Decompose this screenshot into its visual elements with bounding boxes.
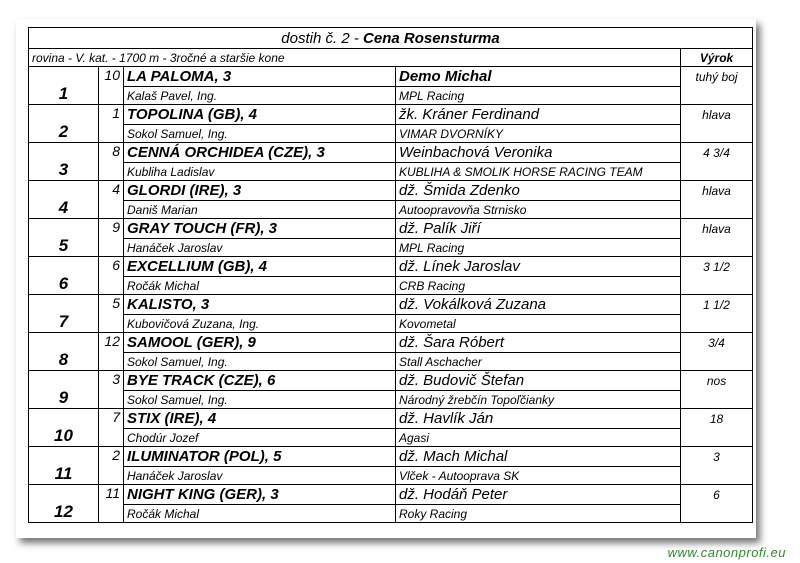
margin-value: 3/4 bbox=[681, 333, 753, 353]
rider-name: dž. Palík Jiří bbox=[396, 219, 681, 239]
result-detail-row bbox=[29, 239, 753, 257]
result-row bbox=[29, 219, 753, 239]
owner-name: KUBLIHA & SMOLIK HORSE RACING TEAM bbox=[396, 163, 681, 181]
margin-value: hlava bbox=[681, 219, 753, 239]
race-title-name: Cena Rosensturma bbox=[363, 29, 500, 47]
trainer-name: Hanáček Jaroslav bbox=[124, 239, 396, 257]
margin-spacer bbox=[681, 429, 753, 447]
place-number: 7 bbox=[29, 295, 99, 333]
start-number: 11 bbox=[99, 485, 124, 523]
place-number: 9 bbox=[29, 371, 99, 409]
margin-value: 3 1/2 bbox=[681, 257, 753, 277]
result-detail-row bbox=[29, 163, 753, 181]
result-detail-row bbox=[29, 277, 753, 295]
trainer-name: Hanáček Jaroslav bbox=[124, 467, 396, 485]
margin-spacer bbox=[681, 277, 753, 295]
trainer-name: Sokol Samuel, Ing. bbox=[124, 353, 396, 371]
result-row bbox=[29, 143, 753, 163]
trainer-name: Kubovičová Zuzana, Ing. bbox=[124, 315, 396, 333]
start-number: 2 bbox=[99, 447, 124, 485]
margin-spacer bbox=[681, 391, 753, 409]
trainer-name: Sokol Samuel, Ing. bbox=[124, 125, 396, 143]
place-number: 8 bbox=[29, 333, 99, 371]
rider-name: dž. Línek Jaroslav bbox=[396, 257, 681, 277]
margin-value: hlava bbox=[681, 105, 753, 125]
result-row bbox=[29, 409, 753, 429]
race-title-prefix: dostih č. 2 - bbox=[281, 29, 359, 47]
rider-name: dž. Hodáň Peter bbox=[396, 485, 681, 505]
margin-spacer bbox=[681, 163, 753, 181]
start-number: 12 bbox=[99, 333, 124, 371]
place-number: 6 bbox=[29, 257, 99, 295]
vyrok-header: Výrok bbox=[681, 49, 753, 67]
start-number: 4 bbox=[99, 181, 124, 219]
result-row bbox=[29, 181, 753, 201]
conditions-row bbox=[29, 49, 753, 67]
title-row bbox=[29, 28, 753, 49]
result-detail-row bbox=[29, 505, 753, 523]
rider-name: Demo Michal bbox=[396, 67, 681, 87]
trainer-name: Kubliha Ladislav bbox=[124, 163, 396, 181]
horse-name: KALISTO, 3 bbox=[124, 295, 396, 315]
result-row bbox=[29, 485, 753, 505]
rider-name: Weinbachová Veronika bbox=[396, 143, 681, 163]
owner-name: Autoopravovňa Strnisko bbox=[396, 201, 681, 219]
result-detail-row bbox=[29, 429, 753, 447]
rider-name: dž. Vokálková Zuzana bbox=[396, 295, 681, 315]
horse-name: EXCELLIUM (GB), 4 bbox=[124, 257, 396, 277]
horse-name: NIGHT KING (GER), 3 bbox=[124, 485, 396, 505]
horse-name: CENNÁ ORCHIDEA (CZE), 3 bbox=[124, 143, 396, 163]
rider-name: dž. Havlík Ján bbox=[396, 409, 681, 429]
race-results-table bbox=[28, 27, 753, 523]
race-conditions: rovina - V. kat. - 1700 m - 3ročné a staršie kone bbox=[29, 49, 681, 67]
margin-value: hlava bbox=[681, 181, 753, 201]
race-title bbox=[29, 28, 753, 49]
margin-spacer bbox=[681, 505, 753, 523]
trainer-name: Kalaš Pavel, Ing. bbox=[124, 87, 396, 105]
margin-spacer bbox=[681, 315, 753, 333]
trainer-name: Chodúr Jozef bbox=[124, 429, 396, 447]
owner-name: CRB Racing bbox=[396, 277, 681, 295]
owner-name: VIMAR DVORNÍKY bbox=[396, 125, 681, 143]
place-number: 12 bbox=[29, 485, 99, 523]
start-number: 9 bbox=[99, 219, 124, 257]
margin-spacer bbox=[681, 125, 753, 143]
result-row bbox=[29, 371, 753, 391]
result-row bbox=[29, 295, 753, 315]
horse-name: GRAY TOUCH (FR), 3 bbox=[124, 219, 396, 239]
result-detail-row bbox=[29, 201, 753, 219]
place-number: 3 bbox=[29, 143, 99, 181]
result-detail-row bbox=[29, 87, 753, 105]
result-row bbox=[29, 67, 753, 87]
result-detail-row bbox=[29, 353, 753, 371]
horse-name: ILUMINATOR (POL), 5 bbox=[124, 447, 396, 467]
start-number: 6 bbox=[99, 257, 124, 295]
place-number: 1 bbox=[29, 67, 99, 105]
rider-name: dž. Budovič Štefan bbox=[396, 371, 681, 391]
trainer-name: Ročák Michal bbox=[124, 277, 396, 295]
margin-spacer bbox=[681, 353, 753, 371]
owner-name: Stall Aschacher bbox=[396, 353, 681, 371]
place-number: 5 bbox=[29, 219, 99, 257]
horse-name: LA PALOMA, 3 bbox=[124, 67, 396, 87]
margin-value: 1 1/2 bbox=[681, 295, 753, 315]
rider-name: dž. Mach Michal bbox=[396, 447, 681, 467]
horse-name: TOPOLINA (GB), 4 bbox=[124, 105, 396, 125]
result-row bbox=[29, 447, 753, 467]
trainer-name: Ročák Michal bbox=[124, 505, 396, 523]
watermark: www.canonprofi.eu bbox=[667, 545, 786, 560]
owner-name: Roky Racing bbox=[396, 505, 681, 523]
rider-name: dž. Šmida Zdenko bbox=[396, 181, 681, 201]
rider-name: žk. Kráner Ferdinand bbox=[396, 105, 681, 125]
margin-value: 3 bbox=[681, 447, 753, 467]
trainer-name: Daniš Marian bbox=[124, 201, 396, 219]
trainer-name: Sokol Samuel, Ing. bbox=[124, 391, 396, 409]
owner-name: Kovometal bbox=[396, 315, 681, 333]
horse-name: SAMOOL (GER), 9 bbox=[124, 333, 396, 353]
margin-spacer bbox=[681, 239, 753, 257]
horse-name: STIX (IRE), 4 bbox=[124, 409, 396, 429]
result-detail-row bbox=[29, 315, 753, 333]
margin-value: tuhý boj bbox=[681, 67, 753, 87]
owner-name: Vlček - Autooprava SK bbox=[396, 467, 681, 485]
horse-name: GLORDI (IRE), 3 bbox=[124, 181, 396, 201]
margin-spacer bbox=[681, 467, 753, 485]
start-number: 7 bbox=[99, 409, 124, 447]
place-number: 2 bbox=[29, 105, 99, 143]
margin-value: 6 bbox=[681, 485, 753, 505]
result-detail-row bbox=[29, 467, 753, 485]
owner-name: Agasi bbox=[396, 429, 681, 447]
margin-spacer bbox=[681, 87, 753, 105]
rider-name: dž. Šara Róbert bbox=[396, 333, 681, 353]
horse-name: BYE TRACK (CZE), 6 bbox=[124, 371, 396, 391]
result-row bbox=[29, 257, 753, 277]
place-number: 10 bbox=[29, 409, 99, 447]
result-row bbox=[29, 333, 753, 353]
margin-spacer bbox=[681, 201, 753, 219]
result-detail-row bbox=[29, 125, 753, 143]
owner-name: MPL Racing bbox=[396, 239, 681, 257]
margin-value: 4 3/4 bbox=[681, 143, 753, 163]
place-number: 11 bbox=[29, 447, 99, 485]
result-detail-row bbox=[29, 391, 753, 409]
margin-value: nos bbox=[681, 371, 753, 391]
start-number: 5 bbox=[99, 295, 124, 333]
start-number: 8 bbox=[99, 143, 124, 181]
start-number: 10 bbox=[99, 67, 124, 105]
owner-name: MPL Racing bbox=[396, 87, 681, 105]
result-row bbox=[29, 105, 753, 125]
margin-value: 18 bbox=[681, 409, 753, 429]
start-number: 1 bbox=[99, 105, 124, 143]
owner-name: Národný žrebčín Topoľčianky bbox=[396, 391, 681, 409]
start-number: 3 bbox=[99, 371, 124, 409]
place-number: 4 bbox=[29, 181, 99, 219]
race-results-body bbox=[29, 28, 753, 523]
